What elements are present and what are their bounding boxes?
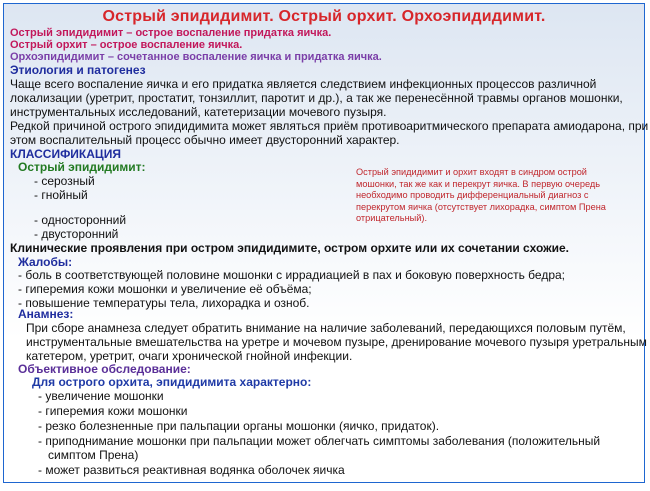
definition-orchitis: Острый орхит – острое воспаление яичка. <box>10 39 243 51</box>
exam-heading: Объективное обследование: <box>18 362 191 376</box>
anamnesis-line: инструментальные вмешательства на уретре и мочевом пузыре, дренирование мочевого пузыря уретральным <box>26 335 647 349</box>
classification-item: - односторонний <box>34 213 127 227</box>
etiology-line: Редкой причиной острого эпидидимита может являться приём противоаритмического препарата амиодарона, при <box>10 119 649 133</box>
classification-item: - серозный <box>34 174 95 188</box>
etiology-line: локализации (уретрит, простатит, тонзиллит, паротит и др.), а так же перенесённой травмы органов мошонки, <box>10 91 623 105</box>
classification-item: - двусторонний <box>34 227 119 241</box>
differential-diagnosis-note: Острый эпидидимит и орхит входят в синдром острой мошонки, так же как и перекрут яичка. В первую очередь необходимо проводить дифференциальный диагноз с перекрутом яичка (отсутствует лихорадка, симптом Прена отрицательный). <box>356 167 606 224</box>
complaints-heading: Жалобы: <box>18 255 73 269</box>
classification-item: - гнойный <box>34 188 88 202</box>
complaint-item: - боль в соответствующей половине мошонки с иррадиацией в пах и боковую поверхность бедра; <box>18 268 565 282</box>
exam-item: - увеличение мошонки <box>38 389 164 403</box>
complaint-item: - повышение температуры тела, лихорадка и озноб. <box>18 296 310 310</box>
slide <box>3 3 649 483</box>
definition-epididymitis: Острый эпидидимит – острое воспаление придатка яичка. <box>10 27 332 39</box>
etiology-line: инструментальных исследований, катетеризации мочевого пузыря. <box>10 105 387 119</box>
etiology-line: Чаще всего воспаление яичка и его придатка является следствием инфекционных процессов различной <box>10 77 597 91</box>
slide-title: Острый эпидидимит. Острый орхит. Орхоэпидидимит. <box>102 8 546 25</box>
etiology-heading: Этиология и патогенез <box>10 63 146 77</box>
classification-heading: КЛАССИФИКАЦИЯ <box>10 147 121 161</box>
exam-item: - может развиться реактивная водянка оболочек яичка <box>38 463 345 477</box>
anamnesis-heading: Анамнез: <box>18 307 74 321</box>
etiology-line: этом воспалительный процесс обычно имеет двусторонний характер. <box>10 133 400 147</box>
complaint-item: - гиперемия кожи мошонки и увеличение её объёма; <box>18 282 312 296</box>
exam-item: - гиперемия кожи мошонки <box>38 404 188 418</box>
definition-orchiepididymitis: Орхоэпидидимит – сочетанное воспаление яичка и придатка яичка. <box>10 51 382 63</box>
exam-item: - резко болезненные при пальпации органы мошонки (яичко, придаток). <box>38 419 440 433</box>
classification-subheading: Острый эпидидимит: <box>18 160 146 174</box>
anamnesis-line: При сборе анамнеза следует обратить внимание на наличие заболеваний, передающихся половым путём, <box>26 321 626 335</box>
clinical-heading: Клинические проявления при остром эпидидимите, остром орхите или их сочетании схожие. <box>10 241 570 255</box>
exam-subheading: Для острого орхита, эпидидимита характерно: <box>32 375 312 389</box>
exam-item: симптом Прена) <box>38 448 139 462</box>
exam-item: - приподнимание мошонки при пальпации может облегчать симптомы заболевания (положительный <box>38 434 601 448</box>
anamnesis-line: катетером, уретрит, очаги хронической гнойной инфекции. <box>26 349 353 363</box>
